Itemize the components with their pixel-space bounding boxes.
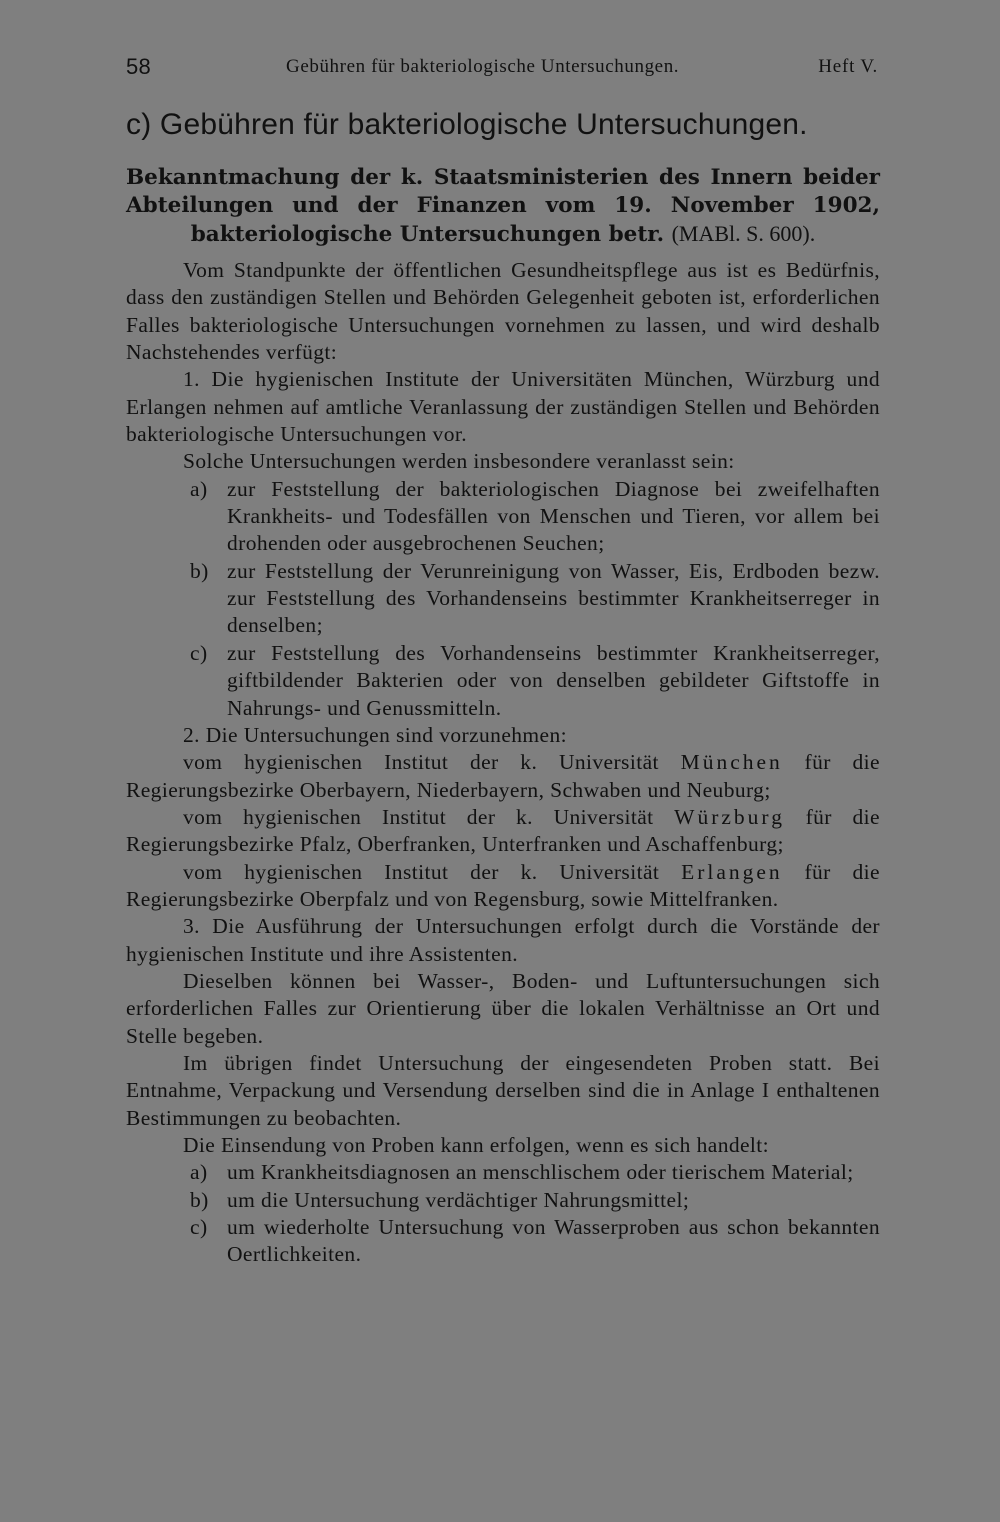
paragraph-3b: Dieselben können bei Wasser-, Boden- und Luftuntersuchungen sich erforderlichen Falles zur Orientierung über die lokalen Verhältnisse an Ort und Stelle begeben. bbox=[126, 968, 880, 1048]
assignment-suffix: für die Regierungsbezirke Pfalz, Oberfranken, Unterfranken und Aschaffenburg; bbox=[126, 804, 880, 857]
assignment-erlangen bbox=[126, 859, 880, 914]
decree-title bbox=[126, 164, 880, 249]
list-item-text: zur Feststellung der bakteriologischen Diagnose bei zweifelhaften Krankheits- und Todesfällen von Menschen und Tieren, vor allem bei drohenden oder ausgebrochenen Seuchen; bbox=[227, 476, 880, 556]
university-city: München bbox=[680, 750, 783, 775]
running-header bbox=[126, 54, 878, 86]
section-heading: c) Gebühren für bakteriologische Untersuchungen. bbox=[126, 108, 808, 141]
list-item-label: a) bbox=[190, 476, 208, 501]
assignment-prefix: vom hygienischen Institut der k. Universität bbox=[183, 804, 675, 829]
paragraph-3d: Die Einsendung von Proben kann erfolgen, wenn es sich handelt: bbox=[183, 1133, 770, 1157]
paragraph-3c: Im übrigen findet Untersuchung der eingesendeten Proben statt. Bei Entnahme, Verpackung und Versendung derselben sind die in Anlage I enthaltenen Bestimmungen zu beobachten. bbox=[126, 1050, 880, 1130]
list-item bbox=[126, 1187, 880, 1214]
decree-title-text: Bekanntmachung der k. Staatsministerien des Innern beider Abteilungen und der Finanzen vom 19. November 1902, bakteriologische Untersuchungen betr. bbox=[126, 165, 880, 247]
list-item bbox=[126, 1214, 880, 1269]
list-item-label: c) bbox=[190, 640, 208, 665]
paragraph-3: 3. Die Ausführung der Untersuchungen erfolgt durch die Vorstände der hygienischen Institute und ihre Assistenten. bbox=[126, 914, 880, 966]
list-item-label: b) bbox=[190, 558, 209, 583]
list-item-label: a) bbox=[190, 1160, 208, 1185]
assignment-prefix: vom hygienischen Institut der k. Universität bbox=[183, 859, 682, 884]
list-item bbox=[126, 558, 880, 640]
paragraph-2: 2. Die Untersuchungen sind vorzunehmen: bbox=[183, 722, 567, 747]
list-item bbox=[126, 1159, 880, 1186]
list-item bbox=[126, 476, 880, 558]
list-item-label: b) bbox=[190, 1187, 209, 1212]
page-number: 58 bbox=[126, 54, 152, 79]
list-item-text: zur Feststellung des Vorhandenseins bestimmter Krankheitserreger, giftbildender Bakterien oder von denselben gebildeter Giftstoffe in Nahrungs- und Genussmitteln. bbox=[227, 640, 880, 720]
list-item-text: um Krankheitsdiagnosen an menschlischem oder tierischem Material; bbox=[227, 1160, 854, 1185]
list-item-text: zur Feststellung der Verunreinigung von Wasser, Eis, Erdboden bezw. zur Feststellung des Vorhandenseins bestimmter Krankheitserreger in denselben; bbox=[227, 558, 880, 638]
list-item bbox=[126, 640, 880, 722]
volume-label: Heft V. bbox=[818, 56, 878, 77]
paragraph-1-sub: Solche Untersuchungen werden insbesondere veranlasst sein: bbox=[183, 449, 735, 474]
assignment-suffix: für die Regierungsbezirke Oberpfalz und von Regensburg, sowie Mittelfranken. bbox=[126, 859, 880, 911]
assignment-prefix: vom hygienischen Institut der k. Universität bbox=[183, 750, 681, 775]
list-item-label: c) bbox=[190, 1215, 208, 1240]
running-title: Gebühren für bakteriologische Untersuchungen. bbox=[286, 56, 680, 77]
list-item-text: um wiederholte Untersuchung von Wasserproben aus schon bekannten Oertlichkeiten. bbox=[227, 1215, 880, 1267]
intro-paragraph: Vom Standpunkte der öffentlichen Gesundheitspflege aus ist es Bedürfnis, dass den zuständigen Stellen und Behörden Gelegenheit geboten ist, erforderlichen Falles bakteriologische Untersuchungen vornehmen zu lassen, und wird deshalb Nachstehendes verfügt: bbox=[126, 258, 880, 365]
assignment-suffix: für die Regierungsbezirke Oberbayern, Niederbayern, Schwaben und Neuburg; bbox=[126, 750, 880, 802]
university-city: Würzburg bbox=[674, 804, 785, 829]
list-item-text: um die Untersuchung verdächtiger Nahrungsmittel; bbox=[227, 1187, 690, 1212]
assignment-wuerzburg bbox=[126, 804, 880, 859]
body-text bbox=[126, 257, 880, 1269]
paragraph-1: 1. Die hygienischen Institute der Universitäten München, Würzburg und Erlangen nehmen auf amtliche Veranlassung der zuständigen Stellen und Behörden bakteriologische Untersuchungen vor. bbox=[126, 367, 880, 447]
assignment-munich bbox=[126, 749, 880, 804]
decree-source: (MABl. S. 600). bbox=[671, 221, 816, 246]
university-city: Erlangen bbox=[681, 859, 783, 884]
